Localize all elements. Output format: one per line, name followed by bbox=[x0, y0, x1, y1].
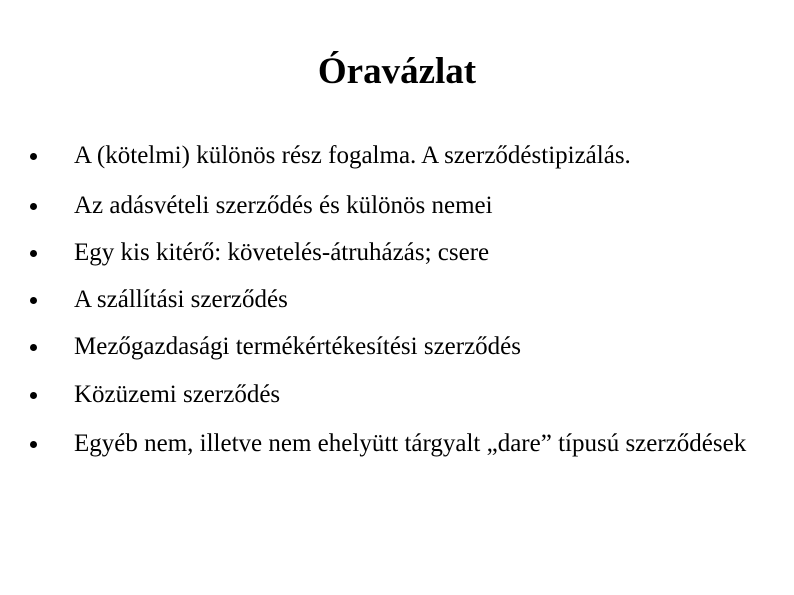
bullet-icon bbox=[30, 203, 37, 210]
bullet-text: Egyéb nem, illetve nem ehelyütt tárgyalt „dare” típusú szerződések bbox=[74, 430, 747, 457]
bullet-text: A szállítási szerződés bbox=[74, 286, 288, 313]
slide-title: Óravázlat bbox=[317, 51, 477, 92]
list-item bbox=[74, 379, 747, 411]
bullet-icon bbox=[30, 297, 37, 304]
list-item bbox=[74, 237, 747, 269]
bullet-icon bbox=[30, 344, 37, 351]
bullet-text: Közüzemi szerződés bbox=[74, 381, 281, 408]
list-item bbox=[74, 190, 747, 222]
bullet-text: Mezőgazdasági termékértékesítési szerződés bbox=[74, 333, 522, 360]
bullet-icon bbox=[30, 153, 37, 160]
bullet-icon bbox=[30, 441, 37, 448]
bullet-text: Egy kis kitérő: követelés-átruházás; csere bbox=[74, 239, 490, 266]
bullet-icon bbox=[30, 392, 37, 399]
bullet-text: Az adásvételi szerződés és különös nemei bbox=[74, 192, 493, 219]
bullet-icon bbox=[30, 250, 37, 257]
list-item bbox=[74, 284, 747, 316]
list-item bbox=[74, 428, 747, 460]
list-item bbox=[74, 331, 747, 363]
bullet-text: A (kötelmi) különös rész fogalma. A szerződéstipizálás. bbox=[74, 142, 631, 169]
list-item bbox=[74, 140, 747, 172]
